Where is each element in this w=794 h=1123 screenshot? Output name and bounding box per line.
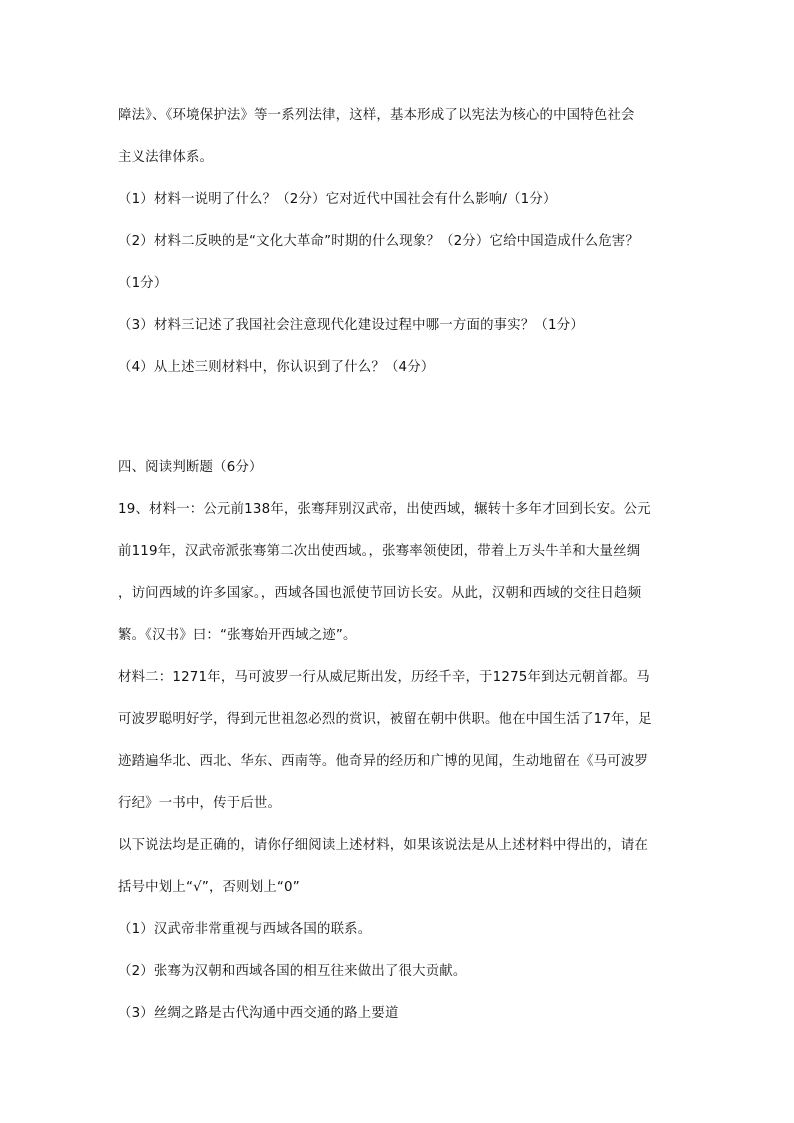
- q19-material1-line-1: 19、材料一：公元前138年，张骞拜别汉武帝，出使西域，辗转十多年才回到长安。公元: [118, 502, 651, 517]
- q19-material2-line-1: 材料二：1271年，马可波罗一行从威尼斯出发，历经千辛，于1275年到达元朝首都。马: [118, 670, 650, 685]
- question-18-4: （4）从上述三则材料中，你认识到了什么？（4分）: [118, 360, 435, 375]
- q19-statement-2: （2）张骞为汉朝和西域各国的相互往来做出了很大贡献。: [118, 964, 467, 979]
- q19-statement-1: （1）汉武帝非常重视与西域各国的联系。: [118, 922, 372, 937]
- q19-material2-line-2: 可波罗聪明好学，得到元世祖忽必烈的赏识，被留在朝中供职。他在中国生活了17年，足: [118, 712, 652, 727]
- q19-instructions-line-2: 括号中划上“√”，否则划上“0”: [118, 880, 300, 895]
- q19-instructions-line-1: 以下说法均是正确的，请你仔细阅读上述材料，如果该说法是从上述材料中得出的，请在: [118, 838, 649, 853]
- question-18-1: （1）材料一说明了什么？（2分）它对近代中国社会有什么影响/（1分）: [118, 192, 557, 207]
- section-heading: 四、阅读判断题（6分）: [118, 460, 263, 475]
- question-18-3: （3）材料三记述了我国社会注意现代化建设过程中哪一方面的事实？（1分）: [118, 318, 584, 333]
- q19-material1-line-4: 繁。《汉书》曰：“张骞始开西域之迹”。: [118, 628, 357, 643]
- q19-material2-line-3: 迹踏遍华北、西北、华东、西南等。他奇异的经历和广博的见闻，生动地留在《马可波罗: [118, 754, 649, 769]
- question-18-2-points: （1分）: [118, 276, 168, 291]
- q19-material1-line-3: ，访问西域的许多国家。，西域各国也派使节回访长安。从此，汉朝和西域的交往日趋频: [118, 586, 642, 601]
- q19-material2-line-4: 行纪》一书中，传于后世。: [118, 796, 282, 811]
- material3-continuation-line-1: 障法》、《环境保护法》等一系列法律，这样，基本形成了以宪法为核心的中国特色社会: [118, 108, 635, 123]
- q19-statement-3: （3）丝绸之路是古代沟通中西交通的路上要道: [118, 1006, 399, 1021]
- q19-material1-line-2: 前119年，汉武帝派张骞第二次出使西域。，张骞率领使团，带着上万头牛羊和大量丝绸: [118, 544, 641, 559]
- question-18-2: （2）材料二反映的是“文化大革命”时期的什么现象？（2分）它给中国造成什么危害？: [118, 234, 639, 249]
- material3-continuation-line-2: 主义法律体系。: [118, 150, 214, 165]
